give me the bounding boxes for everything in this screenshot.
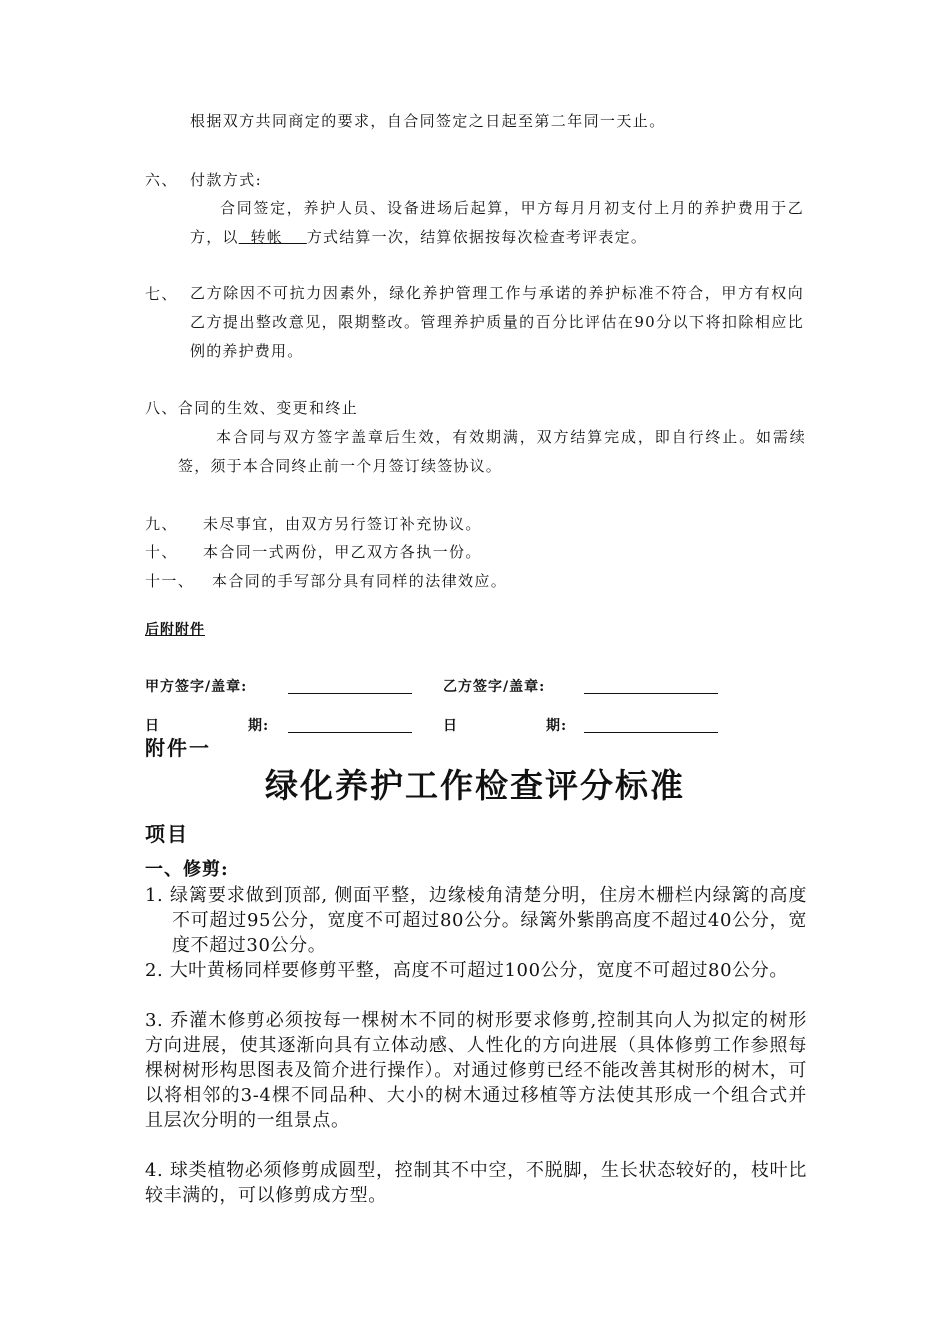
term-intro: 根据双方共同商定的要求，自合同签定之日起至第二年同一天止。 bbox=[190, 112, 666, 130]
annex-label: 附件一 bbox=[145, 736, 211, 760]
section8-heading: 八、合同的生效、变更和终止 bbox=[145, 399, 359, 417]
section9-number: 九、 bbox=[145, 515, 178, 533]
section9-text: 未尽事宜，由双方另行签订补充协议。 bbox=[203, 515, 482, 533]
party-a-date-line bbox=[288, 716, 412, 733]
section8-text: 本合同与双方签字盖章后生效，有效期满，双方结算完成，即自行终止。如需续签，须于本合同终止前一个月签订续签协议。 bbox=[178, 428, 806, 475]
pruning-item-2: 2. 大叶黄杨同样要修剪平整，高度不可超过100公分，宽度不可超过80公分。 bbox=[145, 960, 788, 981]
annex-title: 绿化养护工作检查评分标准 bbox=[265, 766, 685, 805]
pruning-section-heading: 一、修剪: bbox=[145, 859, 229, 880]
section7-number: 七、 bbox=[145, 285, 178, 303]
party-b-date-line bbox=[584, 716, 718, 733]
party-a-sign-line bbox=[288, 677, 412, 694]
party-b-sign-label: 乙方签字/盖章: bbox=[443, 679, 546, 695]
section6-body bbox=[190, 194, 804, 252]
party-b-sign-line bbox=[584, 677, 718, 694]
section10-number: 十、 bbox=[145, 543, 178, 561]
party-a-sign-label: 甲方签字/盖章: bbox=[145, 679, 248, 695]
pruning-item-3: 3. 乔灌木修剪必须按每一棵树木不同的树形要求修剪,控制其向人为拟定的树形方向进展，使其逐渐向具有立体动感、人性化的方向进展（具体修剪工作参照每棵树树形构思图表及简介进行操作）。对通过修剪已经不能改善其树形的树木，可以将相邻的3-4棵不同品种、大小的树木通过移植等方法使其形成一个组合式并且层次分明的一组景点。 bbox=[145, 1010, 807, 1131]
section10-text: 本合同一式两份，甲乙双方各执一份。 bbox=[203, 543, 482, 561]
annex-project-heading: 项目 bbox=[145, 822, 189, 846]
pruning-item-4: 4. 球类植物必须修剪成圆型，控制其不中空，不脱脚，生长状态较好的，枝叶比较丰满的，可以修剪成方型。 bbox=[145, 1160, 807, 1206]
party-b-date-char2: 期: bbox=[546, 718, 568, 734]
section6-title: 付款方式: bbox=[190, 171, 263, 189]
section11-number: 十一、 bbox=[145, 572, 195, 590]
payment-method-value: 转帐 bbox=[250, 228, 283, 246]
section6-text-a: 合同签定，养护人员、设备进场后起算，甲方每月月初支付上月的养护费用于乙方，以 bbox=[190, 199, 804, 246]
payment-method bbox=[239, 228, 307, 246]
pruning-item-1: 1. 绿篱要求做到顶部, 侧面平整，边缘棱角清楚分明，住房木栅栏内绿篱的高度不可超过95公分，宽度不可超过80公分。绿篱外紫鹃高度不超过40公分，宽度不超过30公分。 bbox=[145, 885, 807, 956]
party-b-date-char1: 日 bbox=[443, 718, 459, 734]
attachments-heading: 后附附件 bbox=[145, 622, 205, 638]
section6-text-b: 方式结算一次，结算依据按每次检查考评表定。 bbox=[306, 228, 648, 246]
party-a-date-char1: 日 bbox=[145, 718, 161, 734]
section6-number: 六、 bbox=[145, 171, 178, 189]
section7-text: 乙方除因不可抗力因素外，绿化养护管理工作与承诺的养护标准不符合，甲方有权向乙方提出整改意见，限期整改。管理养护质量的百分比评估在90分以下将扣除相应比例的养护费用。 bbox=[190, 284, 804, 360]
section11-text: 本合同的手写部分具有同样的法律效应。 bbox=[212, 572, 508, 590]
party-a-date-char2: 期: bbox=[248, 718, 270, 734]
